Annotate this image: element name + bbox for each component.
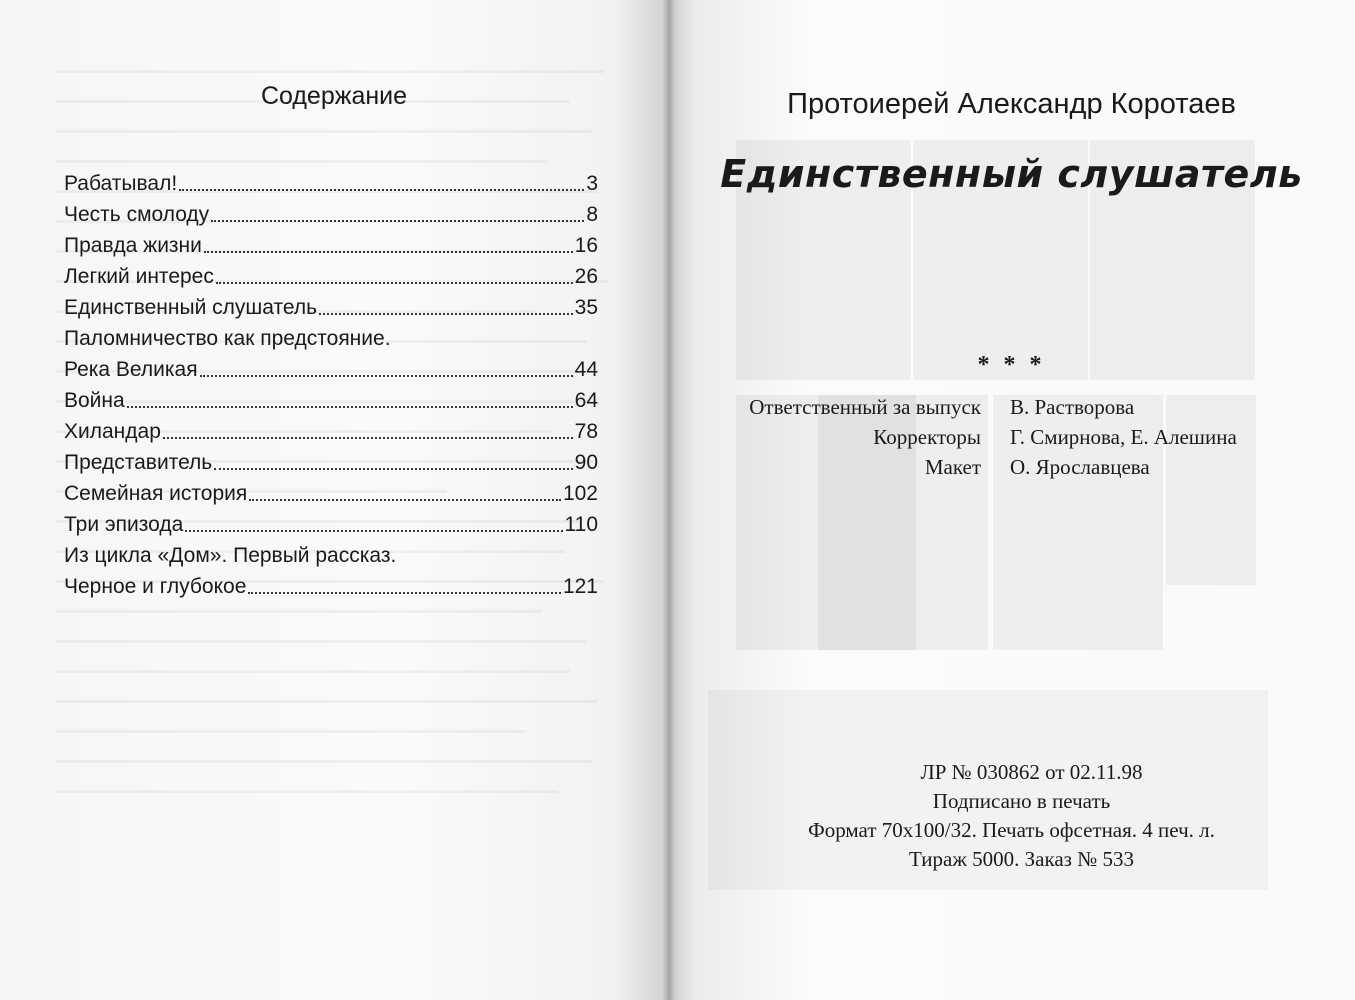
section-separator: * * * [977,352,1046,378]
toc-entry [64,385,598,416]
credit-row [668,452,1355,482]
toc-entry [64,230,598,261]
right-page [668,0,1355,1000]
license-line: ЛР № 030862 от 02.11.98 [920,760,1143,784]
toc-leader-dots [200,375,573,377]
format-line: Формат 70x100/32. Печать офсетная. 4 печ. л. [808,818,1215,842]
toc-entry-title: Рабатывал! [64,172,178,195]
toc-entry-page: 90 [574,451,598,474]
print-run-line: Тираж 5000. Заказ № 533 [908,847,1134,871]
toc-entry [64,168,598,199]
book-gutter [662,0,676,1000]
toc-entry-page: 110 [564,513,598,536]
toc-leader-dots [319,313,573,315]
book-title: Единственный слушатель [720,152,1303,196]
toc-entry-page: 78 [574,420,598,443]
imprint-block [668,758,1355,874]
credit-row [668,392,1355,422]
toc-entry-title: Единственный слушатель [64,296,318,319]
toc-leader-dots [185,530,562,532]
toc-entry-title: Из цикла «Дом». Первый рассказ. [64,544,397,567]
toc-leader-dots [163,437,573,439]
toc-entry-title: Семейная история [64,482,248,505]
toc-entry [64,292,598,323]
toc-leader-dots [211,220,584,222]
toc-entry-page: 44 [574,358,598,381]
toc-leader-dots [249,499,561,501]
toc-entry-title: Река Великая [64,358,198,381]
toc-entry [64,199,598,230]
toc-entry [64,478,598,509]
toc-entry [64,540,598,571]
toc-entry-page: 102 [562,482,598,505]
toc-entry-page: 16 [574,234,598,257]
toc-entry-title: Война [64,389,125,412]
toc-leader-dots [127,406,573,408]
toc-entry-page: 3 [586,172,598,195]
toc-entry-title: Три эпизода [64,513,184,536]
toc-leader-dots [179,189,584,191]
table-of-contents [64,168,598,602]
toc-entry [64,447,598,478]
toc-title: Содержание [260,82,408,110]
toc-entry [64,416,598,447]
toc-entry-page: 8 [586,203,598,226]
toc-entry-page: 26 [574,265,598,288]
toc-entry-title: Черное и глубокое [64,575,247,598]
credit-role: Ответственный за выпуск [749,395,981,419]
toc-entry-page: 64 [574,389,598,412]
toc-entry-title: Легкий интерес [64,265,214,288]
credit-name: Г. Смирнова, Е. Алешина [1010,425,1237,449]
toc-entry [64,323,598,354]
toc-entry [64,509,598,540]
toc-leader-dots [204,251,573,253]
credit-name: В. Растворова [1010,395,1135,419]
toc-leader-dots [248,592,561,594]
toc-entry-title: Правда жизни [64,234,202,257]
credit-role: Корректоры [873,425,981,449]
credits-block [668,392,1355,482]
toc-entry-title: Паломничество как предстояние. [64,327,391,350]
credit-row [668,422,1355,452]
toc-entry-title: Хиландар [64,420,161,443]
toc-entry-page: 35 [574,296,598,319]
toc-entry [64,261,598,292]
left-page [0,0,668,1000]
toc-leader-dots [214,468,572,470]
toc-entry [64,354,598,385]
toc-entry-title: Представитель [64,451,213,474]
credit-name: О. Ярославцева [1010,455,1150,479]
toc-entry [64,571,598,602]
signed-line: Подписано в печать [932,789,1111,813]
credit-role: Макет [924,455,981,479]
toc-entry-page: 121 [562,575,598,598]
book-author: Протоиерей Александр Коротаев [787,88,1236,120]
toc-entry-title: Честь смолоду [64,203,210,226]
toc-leader-dots [216,282,573,284]
